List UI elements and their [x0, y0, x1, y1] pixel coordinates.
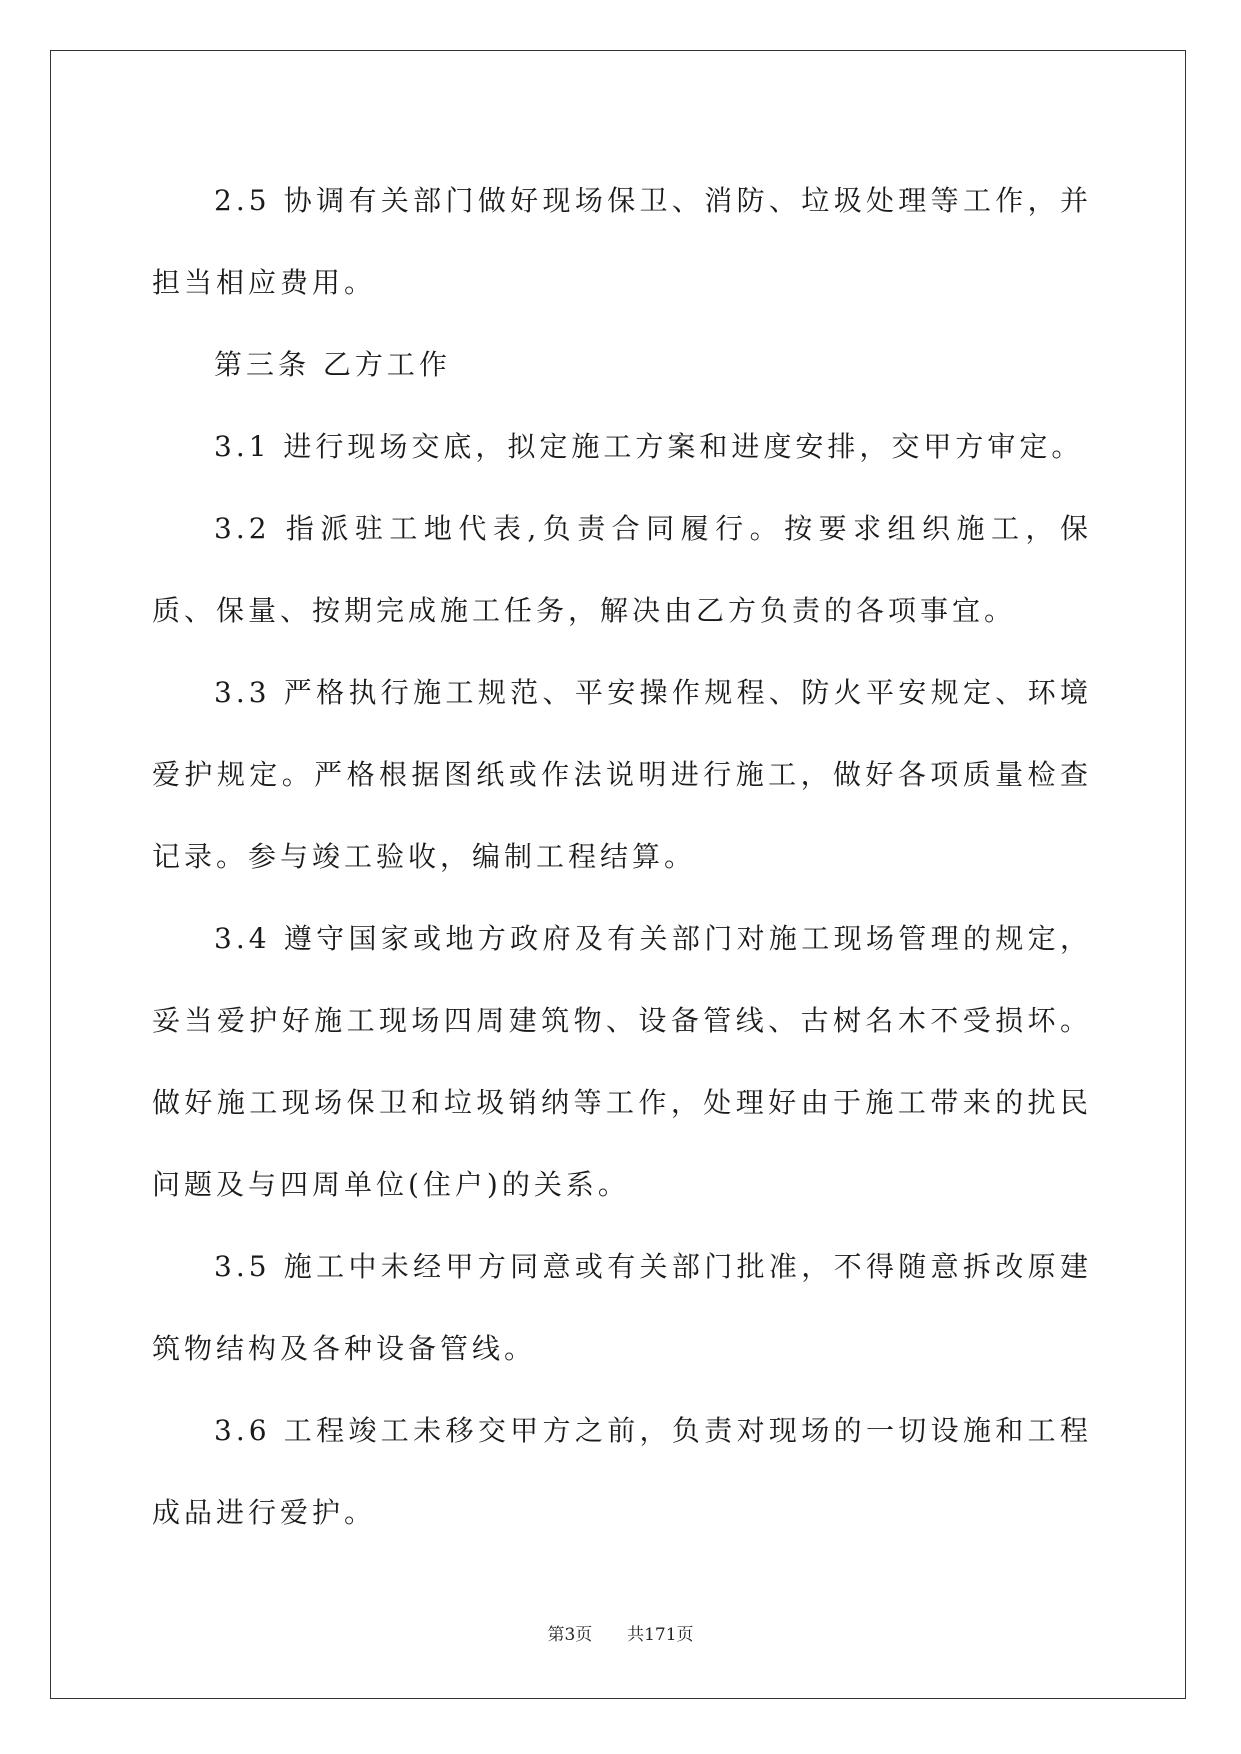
paragraph-3-1: 3.1 进行现场交底，拟定施工方案和进度安排，交甲方审定。: [214, 430, 1084, 463]
paragraph-3-2: 3.2 指派驻工地代表,负责合同履行。按要求组织施工，保质、保量、按期完成施工任务，解决由乙方负责的各项事宜。: [152, 512, 1092, 627]
paragraph-3-3: 3.3 严格执行施工规范、平安操作规程、防火平安规定、环境爱护规定。严格根据图纸或作法说明进行施工，做好各项质量检查记录。参与竣工验收，编制工程结算。: [152, 676, 1092, 873]
document-body: [152, 160, 1092, 1554]
page-footer: [0, 1620, 1241, 1645]
paragraph-3-5: 3.5 施工中未经甲方同意或有关部门批准，不得随意拆改原建筑物结构及各种设备管线。: [152, 1250, 1092, 1365]
paragraph-3-4: 3.4 遵守国家或地方政府及有关部门对施工现场管理的规定，妥当爱护好施工现场四周建筑物、设备管线、古树名木不受损坏。做好施工现场保卫和垃圾销纳等工作，处理好由于施工带来的扰民问题及与四周单位(住户)的关系。: [152, 922, 1092, 1201]
paragraph-2-5: 2.5 协调有关部门做好现场保卫、消防、垃圾处理等工作，并担当相应费用。: [152, 184, 1092, 299]
current-page-number: 第3页: [547, 1625, 593, 1645]
paragraph-3-6: 3.6 工程竣工未移交甲方之前，负责对现场的一切设施和工程成品进行爱护。: [152, 1414, 1092, 1529]
section-heading-article-3: 第三条 乙方工作: [214, 348, 451, 381]
total-page-count: 共171页: [627, 1625, 694, 1645]
